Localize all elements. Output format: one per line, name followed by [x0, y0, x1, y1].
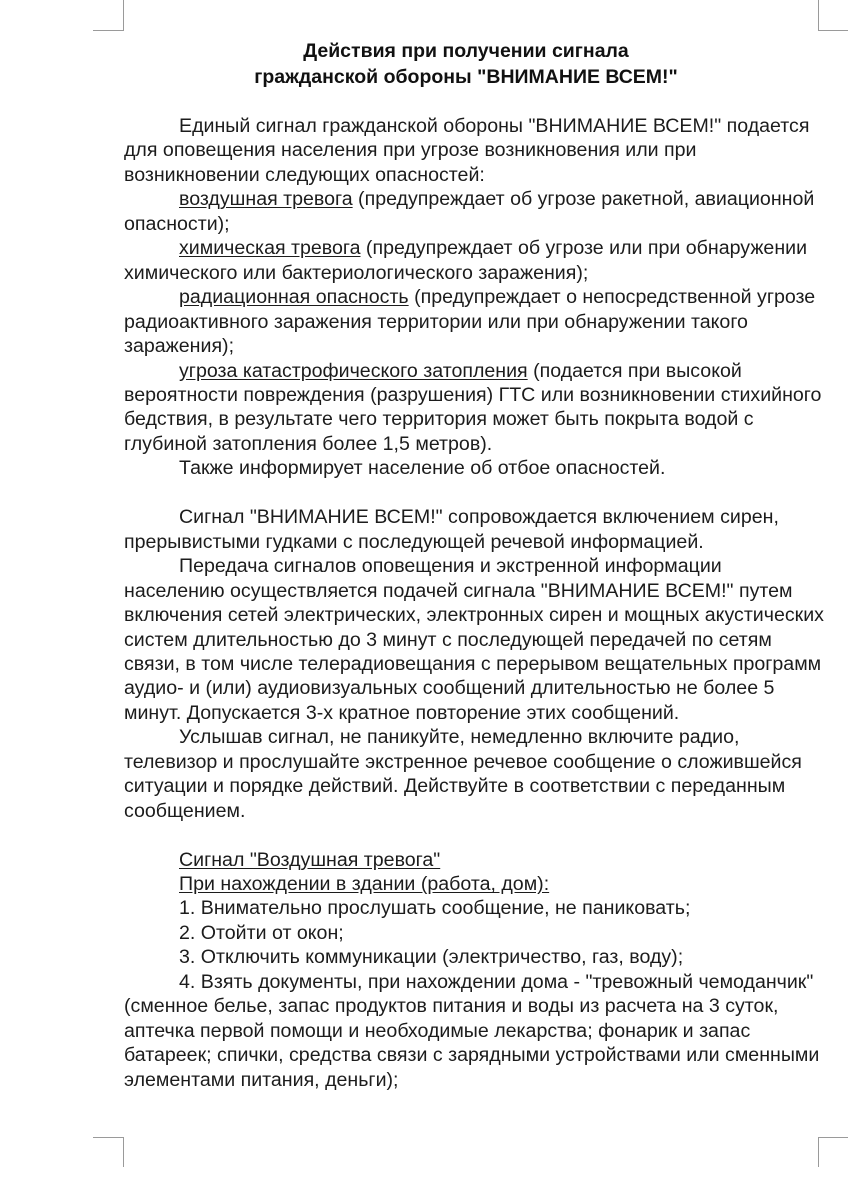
document-body [124, 114, 824, 1092]
signal-paragraph-3: Услышав сигнал, не паникуйте, немедленно включите радио, телевизор и прослушайте экстренное речевое сообщение о сложившейся ситуации и порядке действий. Действуйте в соответствии с переданным сообщением. [124, 726, 802, 822]
hazard-item-flood [124, 359, 824, 457]
hazard-desc: (предупреждает об угрозе или при обнаружении химического или бактериологического заражения); [124, 237, 808, 284]
crop-mark-bottom-left-h [93, 1137, 123, 1138]
crop-mark-bottom-right-h [818, 1137, 848, 1138]
hazard-desc: (предупреждает о непосредственной угрозе радиоактивного заражения территории или при обнаружении такого заражения); [124, 286, 816, 358]
intro-paragraph: Единый сигнал гражданской обороны "ВНИМАНИЕ ВСЕМ!" подается для оповещения населения при угрозе возникновения или при возникновении следующих опасностей: [124, 115, 810, 186]
crop-mark-top-left-v [123, 0, 124, 31]
hazard-term: радиационная опасность [179, 286, 409, 309]
air-raid-heading: Сигнал "Воздушная тревога" [179, 848, 441, 871]
air-raid-step: 4. Взять документы, при нахождении дома - "тревожный чемоданчик" (сменное белье, запас продуктов питания и воды из расчета на 3 суток, аптечка первой помощи и необходимые лекарства; фонарик и запас батареек; спички, средства связи с зарядными устройствами или сменными элементами питания, деньги); [124, 970, 820, 1091]
air-raid-subheading: При нахождении в здании (работа, дом): [179, 873, 550, 896]
hazard-item-chemical [124, 236, 824, 285]
crop-mark-top-left-h [93, 30, 123, 31]
hazard-desc: (предупреждает об угрозе ракетной, авиационной опасности); [124, 188, 815, 235]
document-title [100, 38, 832, 90]
hazard-item-radiation [124, 285, 824, 358]
crop-mark-bottom-right-v [818, 1137, 819, 1167]
hazard-term: воздушная тревога [179, 188, 353, 211]
air-raid-step: 2. Отойти от окон; [179, 921, 344, 944]
paragraph-gap [124, 823, 824, 847]
title-line-1: Действия при получении сигнала [303, 40, 629, 62]
signal-paragraph-2: Передача сигналов оповещения и экстренной информации населению осуществляется подачей сигнала "ВНИМАНИЕ ВСЕМ!" путем включения сетей электрических, электронных сирен и мощных акустических систем длительностью до 3 минут с последующей передачей по сетям связи, в том числе телерадиовещания с перерывом вещательных программ аудио- и (или) аудиовизуальных сообщений длительностью не более 5 минут. Допускается 3-х кратное повторение этих сообщений. [124, 555, 824, 724]
crop-mark-bottom-left-v [123, 1137, 124, 1167]
title-line-2: гражданской обороны "ВНИМАНИЕ ВСЕМ!" [254, 66, 678, 88]
all-clear-note: Также информирует население об отбое опасностей. [179, 457, 666, 480]
hazard-desc: (подается при высокой вероятности повреждения (разрушения) ГТС или возникновении стихийного бедствия, в результате чего территория может быть покрыта водой с глубиной затопления более 1,5 метров). [124, 359, 822, 455]
hazard-item-air-raid [124, 187, 824, 236]
crop-mark-top-right-h [818, 30, 848, 31]
air-raid-step: 1. Внимательно прослушать сообщение, не паниковать; [179, 897, 691, 920]
air-raid-step: 3. Отключить коммуникации (электричество, газ, воду); [179, 946, 684, 969]
hazard-term: химическая тревога [179, 237, 361, 260]
signal-paragraph-1: Сигнал "ВНИМАНИЕ ВСЕМ!" сопровождается включением сирен, прерывистыми гудками с последующей речевой информацией. [124, 506, 779, 553]
paragraph-gap [124, 481, 824, 505]
hazard-term: угроза катастрофического затопления [179, 359, 528, 382]
crop-mark-top-right-v [818, 0, 819, 31]
